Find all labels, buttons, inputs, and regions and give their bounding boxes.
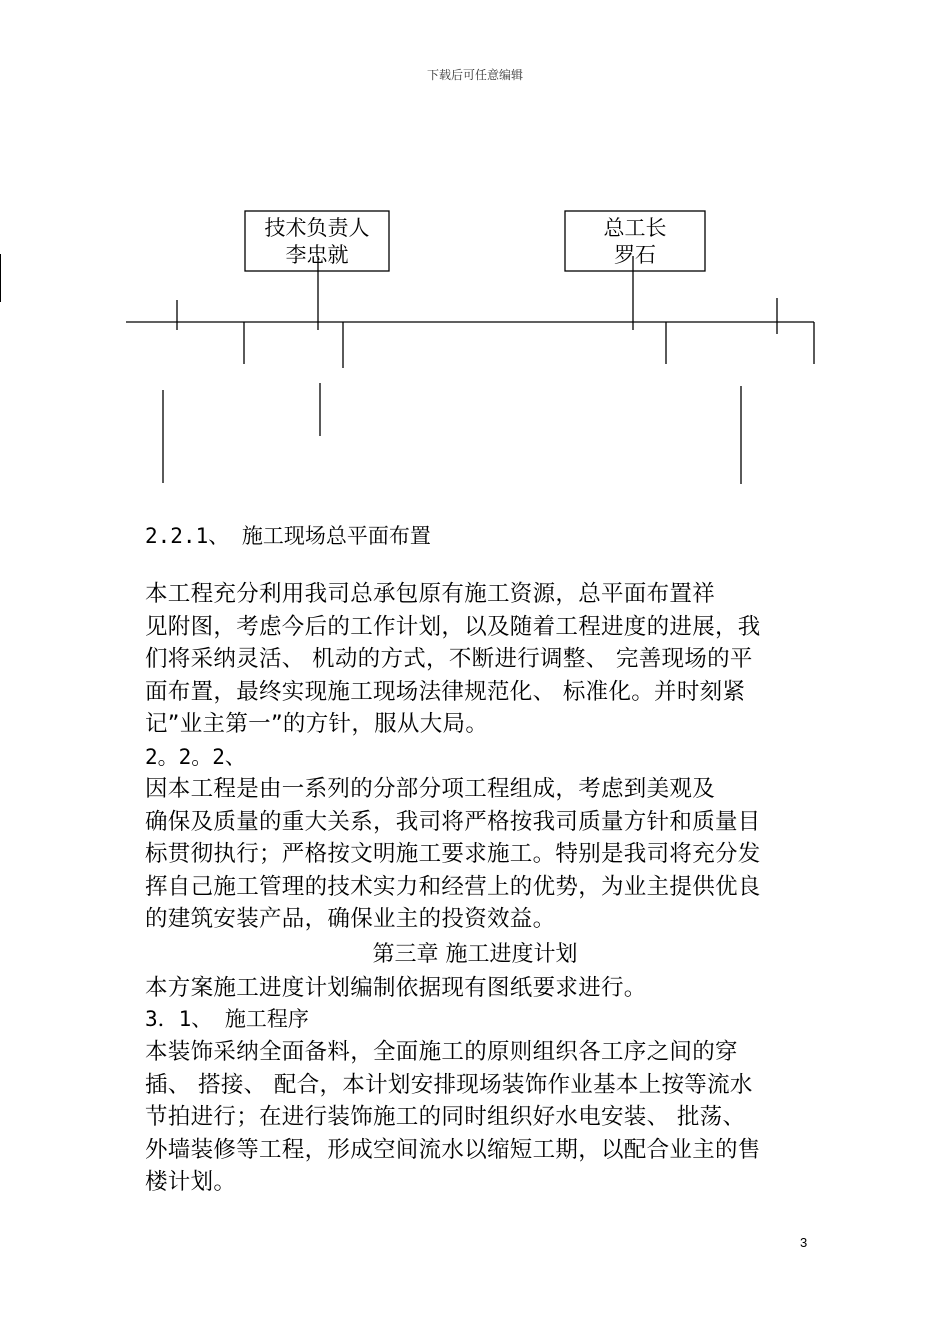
paragraph-line: 见附图，考虑今后的工作计划，以及随着工程进度的进展，我 [145,613,761,640]
section-heading-2-2-1: 2.2.1、 施工现场总平面布置 [145,524,431,548]
paragraph-line: 记”业主第一”的方针，服从大局。 [145,711,489,737]
org-box-title: 技术负责人 [264,216,370,240]
paragraph-line: 外墙装修等工程，形成空间流水以缩短工期，以配合业主的售 [145,1136,761,1163]
paragraph-line: 节拍进行；在进行装饰施工的同时组织好水电安装、 批荡、 [145,1104,746,1130]
chapter-intro [145,972,813,1005]
paragraph-line: 确保及质量的重大关系，我司将严格按我司质量方针和质量目 [145,808,761,835]
paragraph-line: 面布置，最终实现施工现场法律规范化、 标准化。并时刻紧 [145,678,746,705]
org-box-name: 李忠就 [285,243,349,267]
paragraph-2-2-1 [145,578,813,741]
page-number: 3 [800,1235,808,1250]
org-box-name: 罗石 [614,243,656,267]
paragraph-2-2-2 [145,773,813,936]
paragraph-line: 标贯彻执行；严格按文明施工要求施工。特别是我司将充分发 [145,841,761,867]
org-box-technical-lead-text [245,215,389,269]
paragraph-line: 楼计划。 [145,1169,237,1195]
paragraph-line: 因本工程是由一系列的分部分项工程组成，考虑到美观及 [145,776,716,802]
paragraph-line: 本方案施工进度计划编制依据现有图纸要求进行。 [145,975,647,1001]
paragraph-line: 挥自己施工管理的技术实力和经营上的优势，为业主提供优良 [145,873,761,900]
org-box-general-foreman-text [565,215,705,269]
org-chart [0,0,950,500]
chapter-title: 第三章 施工进度计划 [372,942,578,967]
paragraph-3-1 [145,1036,813,1199]
org-box-title: 总工长 [603,216,667,240]
paragraph-line: 们将采纳灵活、 机动的方式，不断进行调整、 完善现场的平 [145,646,753,672]
paragraph-line: 插、 搭接、 配合，本计划安排现场装饰作业基本上按等流水 [145,1071,753,1098]
page-header: 下载后可任意编辑 [426,68,523,82]
section-heading-3-1: 3．1、 施工程序 [145,1007,309,1031]
paragraph-line: 的建筑安装产品，确保业主的投资效益。 [145,906,556,932]
paragraph-line: 本装饰采纳全面备料，全面施工的原则组织各工序之间的穿 [145,1039,738,1065]
paragraph-line: 本工程充分利用我司总承包原有施工资源，总平面布置祥 [145,581,716,607]
section-heading-2-2-2: 2。2。2、 [145,745,246,769]
